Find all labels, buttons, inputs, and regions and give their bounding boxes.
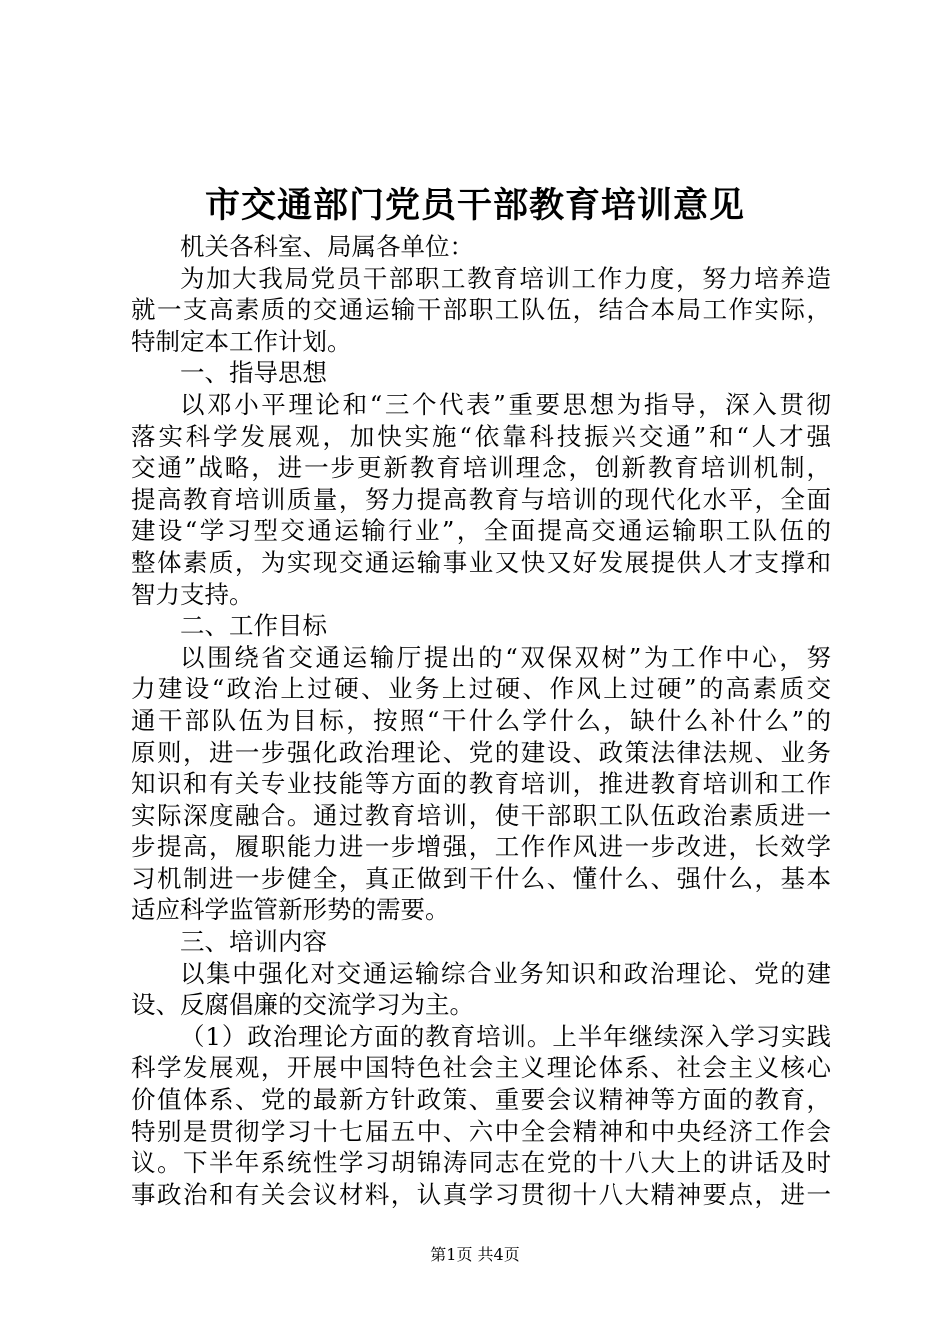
paragraph-line: 就一支高素质的交通运输干部职工队伍，结合本局工作实际， [131,295,831,325]
section-heading-line: 二、工作目标 [180,611,327,641]
paragraph-line: 以围绕省交通运输厅提出的“双保双树”为工作中心，努 [180,642,831,672]
section-heading-line: 机关各科室、局属各单位： [180,232,474,261]
paragraph-line: 科学发展观，开展中国特色社会主义理论体系、社会主义核心 [131,1053,831,1083]
paragraph-line: 习机制进一步健全，真正做到干什么、懂什么、强什么，基本 [131,863,831,893]
paragraph-line: 实际深度融合。通过教育培训，使干部职工队伍政治素质进一 [131,800,831,830]
paragraph-line: 以集中强化对交通运输综合业务知识和政治理论、党的建 [180,958,831,988]
paragraph-line: 通干部队伍为目标，按照“干什么学什么，缺什么补什么”的 [131,705,831,735]
paragraph-line: 交通”战略，进一步更新教育培训理念，创新教育培训机制， [131,453,831,483]
paragraph-line: 整体素质，为实现交通运输事业又快又好发展提供人才支撑和 [131,547,831,577]
paragraph-line: 提高教育培训质量，努力提高教育与培训的现代化水平，全面 [131,484,831,514]
section-heading-line: 三、培训内容 [180,927,327,957]
paragraph-line: （1）政治理论方面的教育培训。上半年继续深入学习实践 [180,1021,831,1051]
paragraph-line: 落实科学发展观，加快实施“依靠科技振兴交通”和“人才强 [131,421,831,451]
section-heading-line: 一、指导思想 [180,358,327,388]
paragraph-line: 原则，进一步强化政治理论、党的建设、政策法律法规、业务 [131,737,831,767]
page-footer: 第1页 共4页 [430,1245,520,1264]
paragraph-line: 特别是贯彻学习十七届五中、六中全会精神和中央经济工作会 [131,1116,831,1146]
paragraph-line: 建设“学习型交通运输行业”，全面提高交通运输职工队伍的 [131,516,831,546]
paragraph-line: 以邓小平理论和“三个代表”重要思想为指导，深入贯彻 [180,389,831,419]
document-body [131,231,831,1210]
paragraph-line: 为加大我局党员干部职工教育培训工作力度，努力培养造 [180,263,831,293]
paragraph-line: 智力支持。 [131,579,254,609]
paragraph-line: 事政治和有关会议材料，认真学习贯彻十八大精神要点，进一 [131,1179,831,1209]
paragraph-line: 知识和有关专业技能等方面的教育培训，推进教育培训和工作 [131,769,831,799]
paragraph-line: 适应科学监管新形势的需要。 [131,895,450,925]
paragraph-line: 特制定本工作计划。 [131,326,352,356]
paragraph-line: 步提高，履职能力进一步增强，工作作风进一步改进，长效学 [131,832,831,862]
document-title: 市交通部门党员干部教育培训意见 [204,185,745,226]
paragraph-line: 力建设“政治上过硬、业务上过硬、作风上过硬”的高素质交 [131,674,831,704]
paragraph-line: 设、反腐倡廉的交流学习为主。 [131,990,474,1020]
paragraph-line: 议。下半年系统性学习胡锦涛同志在党的十八大上的讲话及时 [131,1148,831,1178]
paragraph-line: 价值体系、党的最新方针政策、重要会议精神等方面的教育， [131,1085,831,1115]
